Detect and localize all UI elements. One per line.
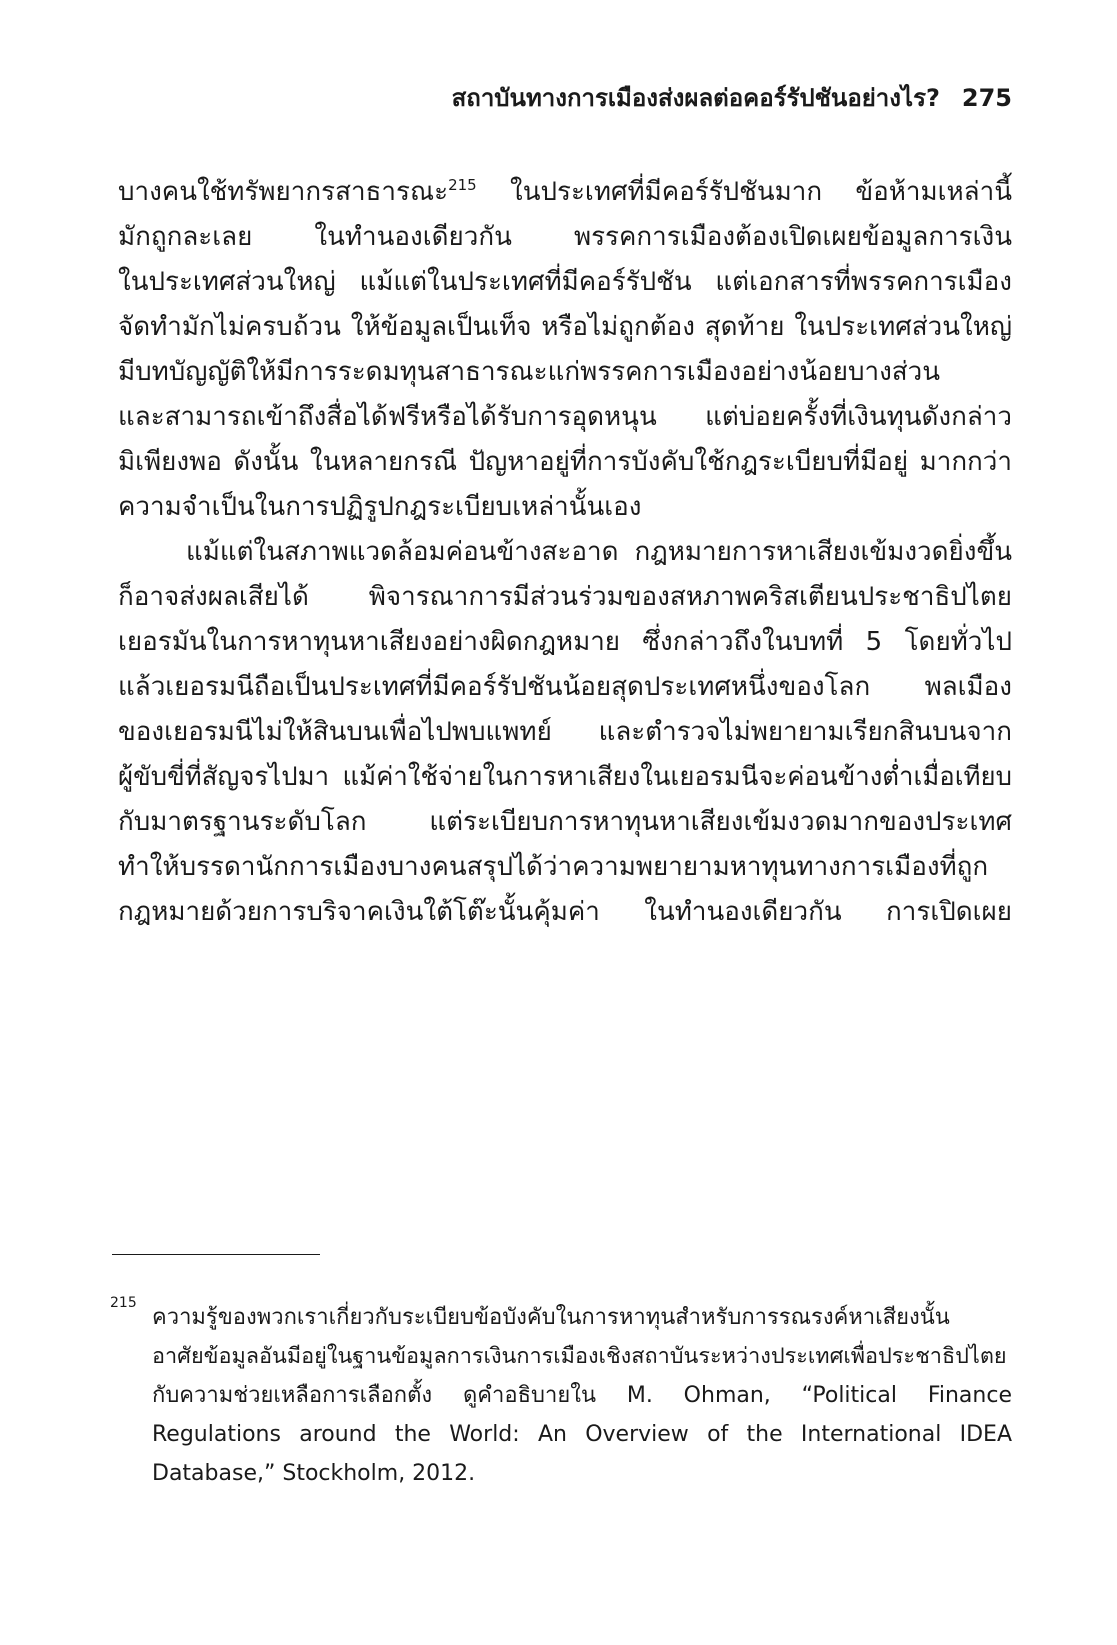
body-line-2: มักถูกละเลย ในทำนองเดียวกัน พรรคการเมืองต้องเปิดเผยข้อมูลการเงิน [118, 222, 1012, 252]
page-number: 275 [961, 84, 1012, 112]
body-line-1-start: บางคนใช้ทรัพยากรสาธารณะ [118, 177, 449, 207]
footnote-text [152, 1298, 1012, 1493]
footnote-number: 215 [110, 1295, 137, 1311]
footnote-line-1: ความรู้ของพวกเราเกี่ยวกับระเบียบข้อบังคับในการหาทุนสำหรับการรณรงค์หาเสียงนั้น [152, 1305, 950, 1330]
body-text [118, 170, 1012, 935]
body-line-9: แม้แต่ในสภาพแวดล้อมค่อนข้างสะอาด กฎหมายการหาเสียงเข้มงวดยิ่งขึ้น [186, 537, 1012, 567]
body-line-1-end: ในประเทศที่มีคอร์รัปชันมาก ข้อห้ามเหล่านี้ [476, 177, 1012, 207]
body-line-13: ของเยอรมนีไม่ให้สินบนเพื่อไปพบแพทย์ และตำรวจไม่พยายามเรียกสินบนจาก [118, 717, 1012, 747]
footnote-line-5: Database,” Stockholm, 2012. [152, 1461, 476, 1486]
body-line-12: แล้วเยอรมนีถือเป็นประเทศที่มีคอร์รัปชันน้อยสุดประเทศหนึ่งของโลก พลเมือง [118, 672, 1012, 702]
footnote [110, 1295, 1012, 1493]
body-line-7: มิเพียงพอ ดังนั้น ในหลายกรณี ปัญหาอยู่ที่การบังคับใช้กฎระเบียบที่มีอยู่ มากกว่า [118, 447, 1012, 477]
body-line-14: ผู้ขับขี่ที่สัญจรไปมา แม้ค่าใช้จ่ายในการหาเสียงในเยอรมนีจะค่อนข้างต่ำเมื่อเทียบ [118, 762, 1012, 792]
footnote-reference[interactable]: 215 [448, 176, 477, 194]
body-line-4: จัดทำมักไม่ครบถ้วน ให้ข้อมูลเป็นเท็จ หรือไม่ถูกต้อง สุดท้าย ในประเทศส่วนใหญ่ [118, 312, 1012, 342]
body-line-17: กฎหมายด้วยการบริจาคเงินใต้โต๊ะนั้นคุ้มค่า ในทำนองเดียวกัน การเปิดเผย [118, 897, 1012, 927]
body-line-6: และสามารถเข้าถึงสื่อได้ฟรีหรือได้รับการอุดหนุน แต่บ่อยครั้งที่เงินทุนดังกล่าว [118, 402, 1012, 432]
running-header [110, 78, 1012, 117]
chapter-title: สถาบันทางการเมืองส่งผลต่อคอร์รัปชันอย่างไร? [451, 84, 940, 112]
body-line-8: ความจำเป็นในการปฏิรูปกฎระเบียบเหล่านั้นเอง [118, 492, 642, 522]
footnote-line-3: กับความช่วยเหลือการเลือกตั้ง ดูคำอธิบายใน M. Ohman, “Political Finance [152, 1383, 1012, 1408]
body-line-3: ในประเทศส่วนใหญ่ แม้แต่ในประเทศที่มีคอร์รัปชัน แต่เอกสารที่พรรคการเมือง [118, 267, 1012, 297]
footnote-line-4: Regulations around the World: An Overview of the International IDEA [152, 1422, 1012, 1447]
body-line-10: ก็อาจส่งผลเสียได้ พิจารณาการมีส่วนร่วมของสหภาพคริสเตียนประชาธิปไตย [118, 582, 1012, 612]
body-line-11: เยอรมันในการหาทุนหาเสียงอย่างผิดกฎหมาย ซึ่งกล่าวถึงในบทที่ 5 โดยทั่วไป [118, 627, 1012, 657]
body-line-1 [118, 170, 1012, 215]
footnote-divider [112, 1254, 320, 1255]
body-line-16: ทำให้บรรดานักการเมืองบางคนสรุปได้ว่าความพยายามหาทุนทางการเมืองที่ถูก [118, 852, 989, 882]
footnote-line-2: อาศัยข้อมูลอันมีอยู่ในฐานข้อมูลการเงินการเมืองเชิงสถาบันระหว่างประเทศเพื่อประชาธิปไตย [152, 1344, 1007, 1369]
body-line-15: กับมาตรฐานระดับโลก แต่ระเบียบการหาทุนหาเสียงเข้มงวดมากของประเทศ [118, 807, 1012, 837]
body-line-5: มีบทบัญญัติให้มีการระดมทุนสาธารณะแก่พรรคการเมืองอย่างน้อยบางส่วน [118, 357, 941, 387]
